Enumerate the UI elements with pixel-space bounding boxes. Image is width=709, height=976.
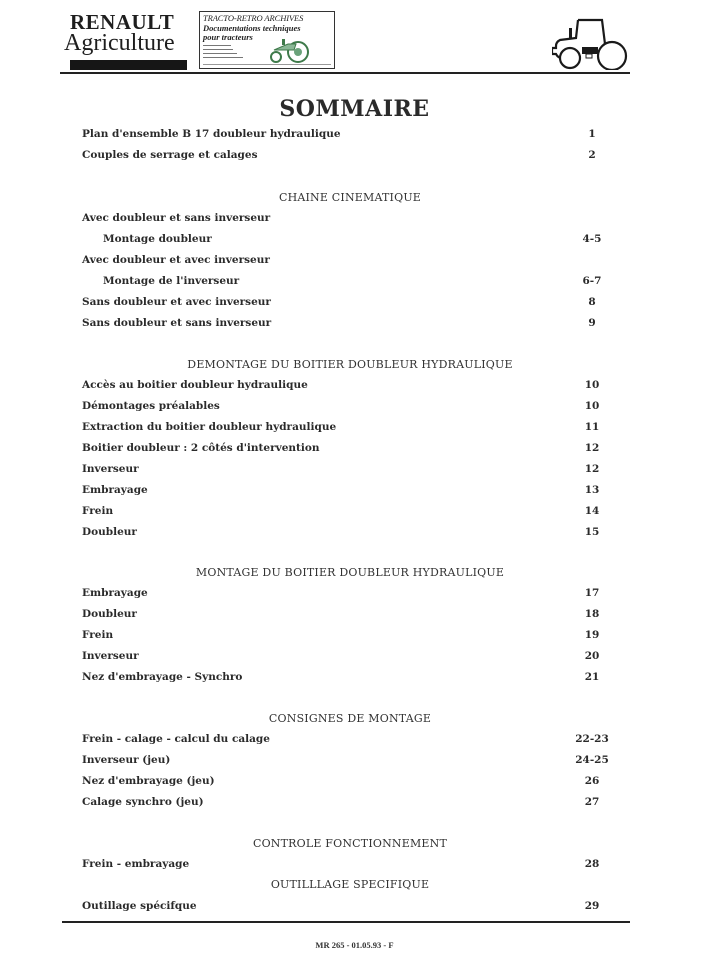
toc-entry[interactable]	[82, 379, 614, 393]
toc-entry-page: 29	[584, 900, 600, 912]
toc-entry-label: Outillage spécifque	[82, 900, 203, 912]
toc-entry-page: 10	[584, 400, 600, 412]
toc-entry-page: 1	[588, 128, 596, 140]
toc-entry[interactable]	[82, 233, 614, 247]
toc-entry-page: 10	[584, 379, 600, 391]
toc-entry[interactable]	[82, 296, 614, 310]
toc-entry[interactable]	[82, 733, 614, 747]
stamp-line-archives: TRACTO-RETRO ARCHIVES	[203, 13, 304, 23]
toc-entry-page: 18	[584, 608, 600, 620]
toc-entry-page: 27	[584, 796, 600, 808]
toc-entry[interactable]	[82, 858, 614, 872]
section-heading: DEMONTAGE DU BOITIER DOUBLEUR HYDRAULIQUE	[187, 358, 513, 371]
toc-entry-page: 6-7	[582, 275, 602, 287]
toc-entry[interactable]	[82, 900, 614, 914]
toc-subheading	[82, 254, 614, 268]
toc-entry-label: Sans doubleur et sans inverseur	[82, 317, 277, 329]
toc-entry-page: 4-5	[582, 233, 602, 245]
archive-stamp	[199, 11, 335, 69]
toc-entry[interactable]	[82, 421, 614, 435]
stamp-line-docs: Documentations techniques	[203, 23, 301, 33]
toc-entry-page: 28	[584, 858, 600, 870]
toc-entry-label: Démontages préalables	[82, 400, 226, 412]
toc-entry-page: 21	[584, 671, 600, 683]
toc-entry-page: 9	[588, 317, 596, 329]
header-rule	[60, 72, 630, 74]
toc-entry[interactable]	[82, 442, 614, 456]
toc-entry-page: 26	[584, 775, 600, 787]
toc-entry-label: Frein	[82, 505, 119, 517]
toc-entry[interactable]	[82, 671, 614, 685]
toc-entry-page: 20	[584, 650, 600, 662]
section-heading: MONTAGE DU BOITIER DOUBLEUR HYDRAULIQUE	[195, 566, 505, 579]
toc-entry[interactable]	[82, 484, 614, 498]
toc-entry[interactable]	[82, 128, 614, 142]
toc-entry-page: 22-23	[575, 733, 609, 745]
vintage-tractor-icon	[266, 36, 312, 64]
toc-entry-label: Frein - calage - calcul du calage	[82, 733, 276, 745]
toc-entry[interactable]	[82, 505, 614, 519]
toc-entry[interactable]	[82, 463, 614, 477]
section-heading: CONTROLE FONCTIONNEMENT	[252, 837, 448, 850]
toc-entry[interactable]	[82, 275, 614, 289]
toc-entry-label: Extraction du boitier doubleur hydraulique	[82, 421, 342, 433]
footer-rule	[62, 921, 630, 923]
toc-entry-page: 12	[584, 442, 600, 454]
toc-entry-label: Plan d'ensemble B 17 doubleur hydraulique	[82, 128, 347, 140]
toc-entry-label: Doubleur	[82, 608, 143, 620]
toc-entry-label: Nez d'embrayage - Synchro	[82, 671, 248, 683]
toc-entry[interactable]	[82, 629, 614, 643]
toc-entry-page: 8	[588, 296, 596, 308]
toc-entry-label: Montage doubleur	[103, 233, 218, 245]
section-heading: CONSIGNES DE MONTAGE	[268, 712, 432, 725]
toc-entry[interactable]	[82, 587, 614, 601]
toc-entry-label: Nez d'embrayage (jeu)	[82, 775, 221, 787]
page-title: SOMMAIRE	[279, 96, 430, 122]
toc-entry-page: 12	[584, 463, 600, 475]
toc-subheading	[82, 212, 614, 226]
toc-entry-label: Inverseur	[82, 650, 145, 662]
toc-entry-label: Frein	[82, 629, 119, 641]
toc-entry[interactable]	[82, 650, 614, 664]
toc-entry-label: Inverseur	[82, 463, 145, 475]
toc-entry-label: Embrayage	[82, 587, 154, 599]
stamp-fine-print	[203, 45, 231, 46]
section-heading: OUTILLLAGE SPECIFIQUE	[270, 878, 430, 891]
toc-entry-label: Montage de l'inverseur	[103, 275, 245, 287]
document-reference: MR 265 - 01.05.93 - F	[315, 940, 394, 950]
brand-renault: RENAULT	[70, 10, 175, 34]
toc-entry-page: 19	[584, 629, 600, 641]
tractor-icon	[552, 16, 634, 70]
toc-entry[interactable]	[82, 149, 614, 163]
toc-entry-page: 17	[584, 587, 600, 599]
toc-entry-label: Accès au boitier doubleur hydraulique	[82, 379, 314, 391]
renault-agriculture-logo	[64, 8, 194, 70]
toc-entry-label: Doubleur	[82, 526, 143, 538]
toc-entry[interactable]	[82, 400, 614, 414]
stamp-fine-print	[203, 49, 233, 50]
toc-entry-label: Inverseur (jeu)	[82, 754, 176, 766]
toc-entry[interactable]	[82, 317, 614, 331]
section-heading: CHAINE CINEMATIQUE	[278, 191, 422, 204]
stamp-fine-print	[203, 64, 331, 65]
toc-entry-page: 13	[584, 484, 600, 496]
toc-entry-page: 2	[588, 149, 596, 161]
toc-entry-label: Couples de serrage et calages	[82, 149, 264, 161]
toc-entry-page: 11	[584, 421, 600, 433]
brand-agriculture: Agriculture	[64, 30, 175, 56]
toc-entry-page: 24-25	[575, 754, 609, 766]
toc-entry-label: Avec doubleur et sans inverseur	[82, 212, 276, 224]
stamp-fine-print	[203, 53, 237, 54]
toc-entry[interactable]	[82, 796, 614, 810]
toc-entry[interactable]	[82, 775, 614, 789]
toc-entry-page: 14	[584, 505, 600, 517]
stamp-line-tractors: pour tracteurs	[203, 32, 253, 42]
toc-entry[interactable]	[82, 754, 614, 768]
toc-entry-label: Calage synchro (jeu)	[82, 796, 210, 808]
toc-entry[interactable]	[82, 608, 614, 622]
toc-entry[interactable]	[82, 526, 614, 540]
toc-entry-label: Frein - embrayage	[82, 858, 195, 870]
toc-entry-label: Embrayage	[82, 484, 154, 496]
logo-bar	[70, 60, 187, 70]
toc-entry-label: Avec doubleur et avec inverseur	[82, 254, 276, 266]
toc-entry-label: Sans doubleur et avec inverseur	[82, 296, 277, 308]
toc-entry-page: 15	[584, 526, 600, 538]
stamp-fine-print	[203, 57, 243, 58]
toc-entry-label: Boitier doubleur : 2 côtés d'intervention	[82, 442, 326, 454]
